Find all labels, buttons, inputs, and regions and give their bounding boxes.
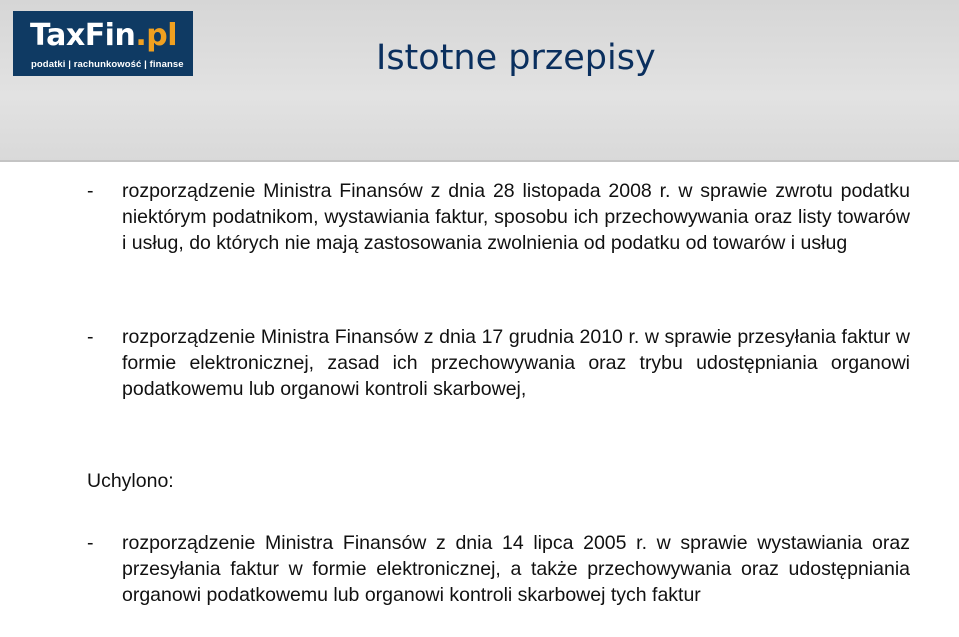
list-bullet: - [87, 326, 94, 348]
list-item [87, 530, 910, 608]
list-item-text: rozporządzenie Ministra Finansów z dnia 17 grudnia 2010 r. w sprawie przesyłania faktur w formie elektronicznej, zasad ich przechowywania oraz trybu udostępniania organowi podatkowemu lub organowi kontroli skarbowej, [122, 326, 910, 400]
list-bullet: - [87, 532, 94, 554]
logo-tagline: podatki | rachunkowość | finanse [31, 59, 184, 70]
repealed-label: Uchylono: [87, 470, 174, 492]
list-bullet: - [87, 180, 94, 202]
list-item [87, 324, 910, 402]
list-item-text: rozporządzenie Ministra Finansów z dnia 14 lipca 2005 r. w sprawie wystawiania oraz przesyłania faktur w formie elektronicznej, a także przechowywania oraz udostępniania organowi podatkowemu lub organowi kontroli skarbowej tych faktur [122, 532, 910, 606]
list-item-text: rozporządzenie Ministra Finansów z dnia 28 listopada 2008 r. w sprawie zwrotu podatku niektórym podatnikom, wystawiania faktur, sposobu ich przechowywania oraz listy towarów i usług, do których nie mają zastosowania zwolnienia od podatku od towarów i usług [122, 180, 910, 254]
list-item [87, 178, 910, 256]
logo-tld: .pl [135, 18, 177, 53]
slide-title: Istotne przepisy [376, 38, 656, 78]
logo-brand: TaxFin [30, 18, 136, 53]
